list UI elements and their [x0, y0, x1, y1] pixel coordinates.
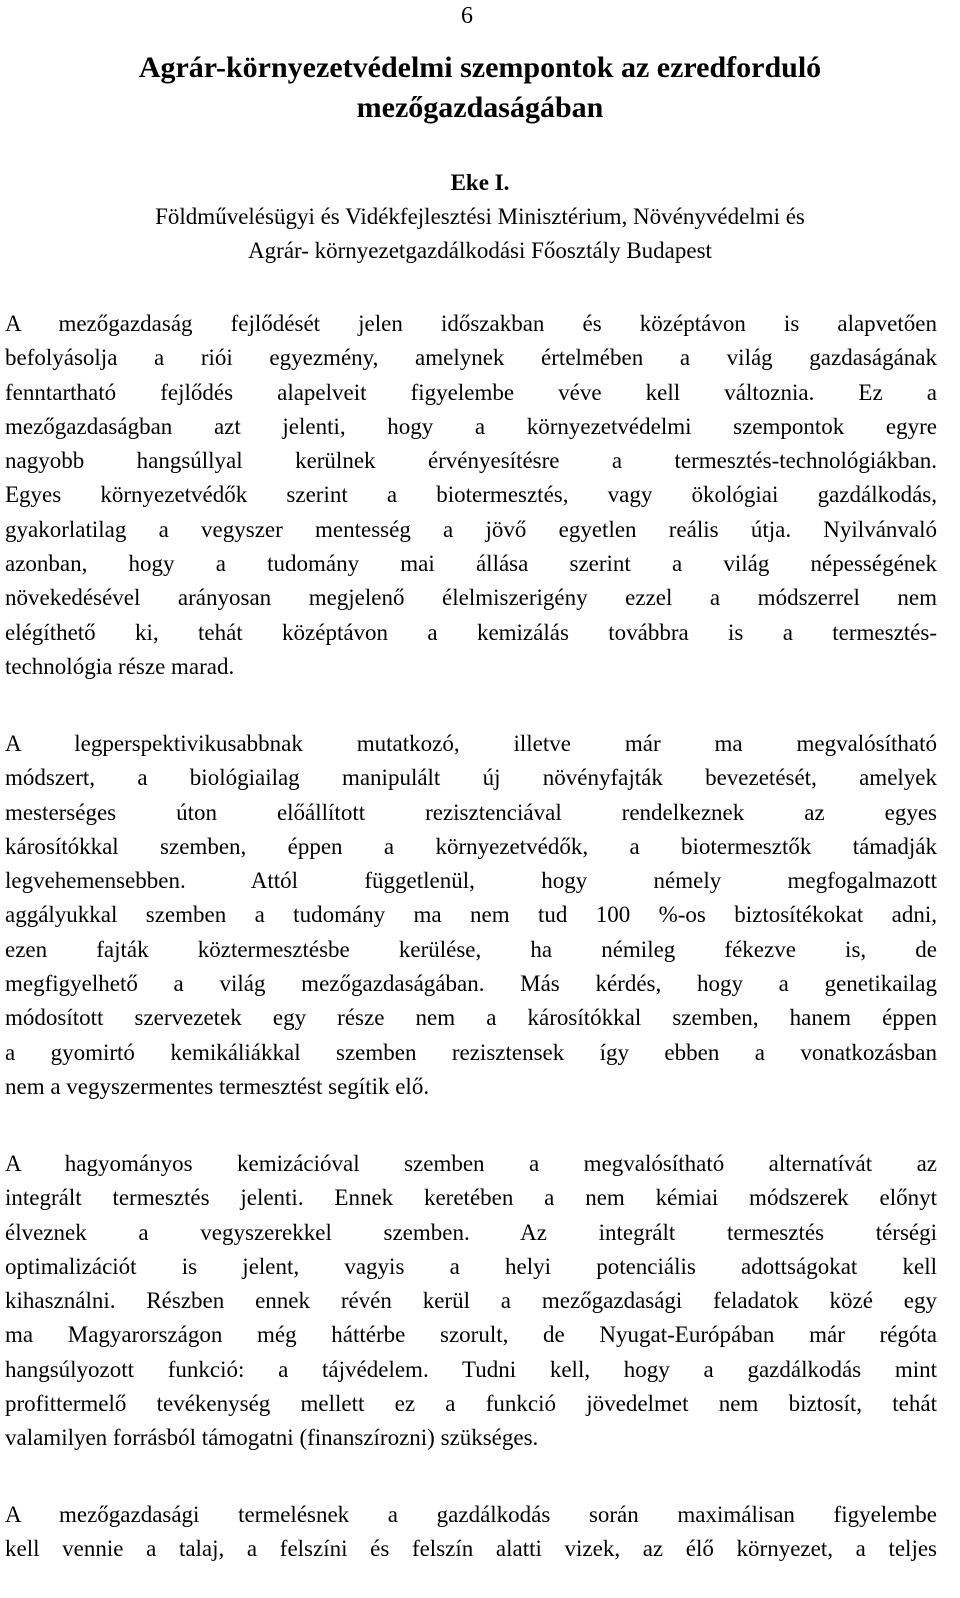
text-line: módszert, a biológiailag manipulált új növényfajták bevezetését, amelyek: [5, 765, 937, 791]
text-line: ezen fajták köztermesztésbe kerülése, ha némileg fékezve is, de: [5, 936, 937, 962]
text-line: A hagyományos kemizációval szemben a megvalósítható alternatívát az: [5, 1151, 937, 1176]
article-title: [0, 48, 960, 128]
paragraph-3: [5, 1147, 937, 1456]
text-line: A mezőgazdasági termelésnek a gazdálkodás során maximálisan figyelembe: [5, 1502, 937, 1527]
page-number: 6: [461, 3, 473, 29]
text-line: a gyomirtó kemikáliákkal szemben rezisztensek így ebben a vonatkozásban: [5, 1039, 937, 1065]
author-affiliation: [0, 200, 960, 268]
text-line: optimalizációt is jelent, vagyis a helyi potenciális adottságokat kell: [5, 1253, 937, 1279]
text-line: károsítókkal szemben, éppen a környezetvédők, a biotermesztők támadják: [5, 833, 937, 859]
text-line: mesterséges úton előállított rezisztenciával rendelkeznek az egyes: [5, 799, 937, 825]
text-line: nem a vegyszermentes termesztést segítik elő.: [5, 1073, 430, 1099]
text-line: A mezőgazdaság fejlődését jelen időszakban és középtávon is alapvetően: [5, 311, 937, 336]
paragraph-1: [5, 307, 937, 684]
text-line: fenntartható fejlődés alapelveit figyelembe véve kell változnia. Ez a: [5, 379, 937, 405]
paragraph-2: [5, 727, 937, 1104]
text-line: valamilyen forrásból támogatni (finanszírozni) szükséges.: [5, 1425, 539, 1451]
affiliation-line: Földművelésügyi és Vidékfejlesztési Minisztérium, Növényvédelmi és: [155, 204, 805, 229]
text-line: élveznek a vegyszerekkel szemben. Az integrált termesztés térségi: [5, 1219, 937, 1245]
title-line: mezőgazdaságában: [356, 91, 604, 124]
text-line: kell vennie a talaj, a felszíni és felszín alatti vizek, az élő környezet, a teljes: [5, 1536, 937, 1562]
text-line: gyakorlatilag a vegyszer mentesség a jövő egyetlen reális útja. Nyilvánvaló: [5, 516, 937, 542]
text-line: mezőgazdaságban azt jelenti, hogy a környezetvédelmi szempontok egyre: [5, 413, 937, 439]
text-line: elégíthető ki, tehát középtávon a kemizálás továbbra is a termesztés-: [5, 619, 937, 645]
text-line: Egyes környezetvédők szerint a biotermesztés, vagy ökológiai gazdálkodás,: [5, 482, 937, 508]
text-line: profittermelő tevékenység mellett ez a funkció jövedelmet nem biztosít, tehát: [5, 1391, 937, 1417]
text-line: azonban, hogy a tudomány mai állása szerint a világ népességének: [5, 551, 937, 577]
title-line: Agrár-környezetvédelmi szempontok az ezredforduló: [138, 51, 822, 84]
text-line: integrált termesztés jelenti. Ennek keretében a nem kémiai módszerek előnyt: [5, 1185, 937, 1211]
text-line: befolyásolja a riói egyezmény, amelynek értelmében a világ gazdaságának: [5, 345, 937, 371]
author-name: Eke I.: [450, 170, 510, 195]
text-line: ma Magyarországon még háttérbe szorult, de Nyugat-Európában már régóta: [5, 1322, 937, 1348]
text-line: aggályukkal szemben a tudomány ma nem tud 100 %-os biztosítékokat adni,: [5, 902, 937, 928]
text-line: kihasználni. Részben ennek révén kerül a mezőgazdasági feladatok közé egy: [5, 1288, 937, 1314]
text-line: növekedésével arányosan megjelenő élelmiszerigény ezzel a módszerrel nem: [5, 585, 937, 611]
text-line: A legperspektivikusabbnak mutatkozó, illetve már ma megvalósítható: [5, 731, 937, 756]
text-line: nagyobb hangsúllyal kerülnek érvényesítésre a termesztés-technológiákban.: [5, 448, 937, 474]
text-line: megfigyelhető a világ mezőgazdaságában. Más kérdés, hogy a genetikailag: [5, 971, 937, 997]
text-line: technológia része marad.: [5, 653, 235, 679]
text-line: módosított szervezetek egy része nem a károsítókkal szemben, hanem éppen: [5, 1005, 937, 1031]
text-line: legvehemensebben. Attól függetlenül, hogy némely megfogalmazott: [5, 868, 937, 894]
affiliation-line: Agrár- környezetgazdálkodási Főosztály Budapest: [248, 238, 712, 263]
text-line: hangsúlyozott funkció: a tájvédelem. Tudni kell, hogy a gazdálkodás mint: [5, 1356, 937, 1382]
paragraph-4: [5, 1498, 937, 1567]
